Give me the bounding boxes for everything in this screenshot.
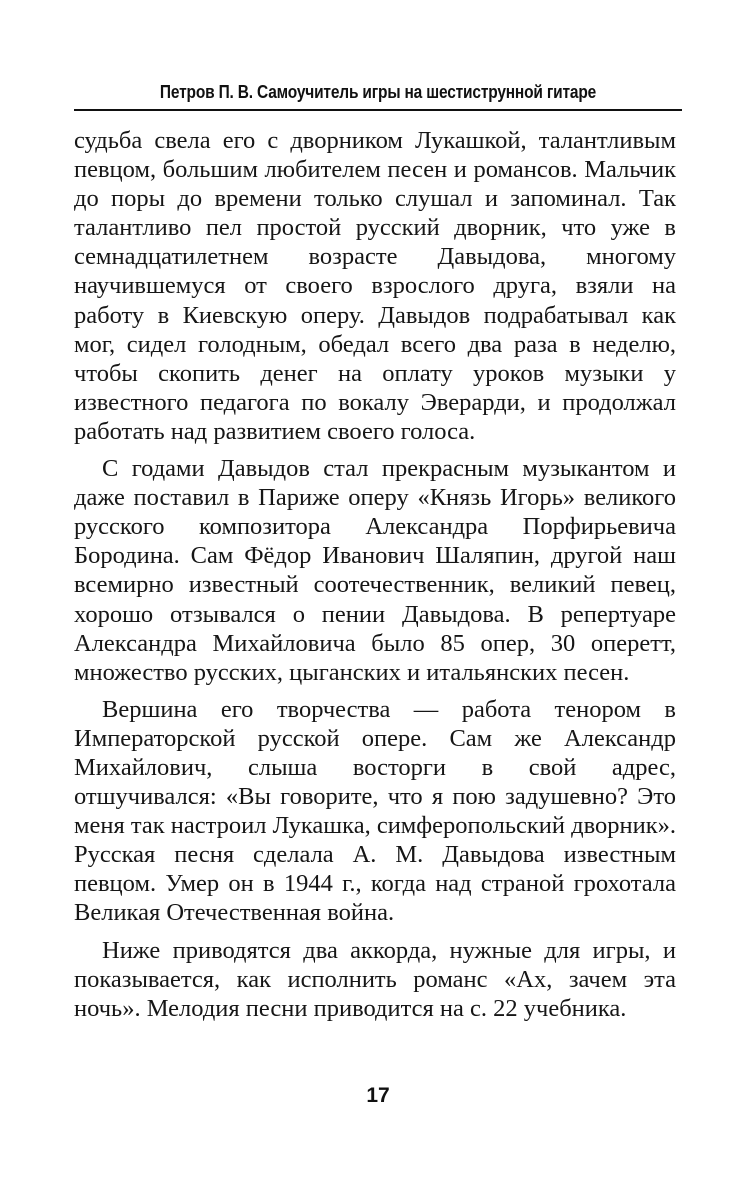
page-number: 17 — [366, 1084, 390, 1107]
paragraph: судьба свела его с дворником Лукашкой, талантливым певцом, большим любителем песен и романсов. Мальчик до поры до времени только слушал и запоминал. Так талантливо пел простой русский дворник, что уже в семнадцатилетнем возрасте Давыдова, многому научившемуся от своего взрослого друга, взяли на работу в Киевскую оперу. Давыдов подрабатывал как мог, сидел голодным, обедал всего два раза в неделю, чтобы скопить денег на оплату уроков музыки у известного педагога по вокалу Эверарди, и продолжал работать над развитием своего голоса. — [74, 127, 676, 445]
body-text — [74, 126, 676, 1031]
paragraph: Ниже приводятся два аккорда, нужные для игры, и показывается, как исполнить романс «Ах, зачем эта ночь». Мелодия песни приводится на с. 22 учебника. — [74, 936, 676, 1022]
paragraph: Вершина его творчества — работа тенором в Императорской русской опере. Сам же Александр Михайлович, слыша восторги в свой адрес, отшучивался: «Вы говорите, что я пою задушевно? Это меня так настроил Лукашка, симферопольский дворник». Русская песня сделала А. М. Давыдова известным певцом. Умер он в 1944 г., когда над страной грохотала Великая Отечественная война. — [74, 695, 676, 927]
running-head-title: Петров П. В. Самоучитель игры на шестиструнной гитаре — [159, 82, 597, 102]
paragraph: С годами Давыдов стал прекрасным музыкантом и даже поставил в Париже оперу «Князь Игорь» великого русского композитора Александра Порфирьевича Бородина. Сам Фёдор Иванович Шаляпин, другой наш всемирно известный соотечественник, великий певец, хорошо отзывался о пении Давыдова. В репертуаре Александра Михайловича было 85 опер, 30 оперетт, множество русских, цыганских и итальянских песен. — [74, 455, 676, 686]
header-rule — [74, 109, 682, 111]
